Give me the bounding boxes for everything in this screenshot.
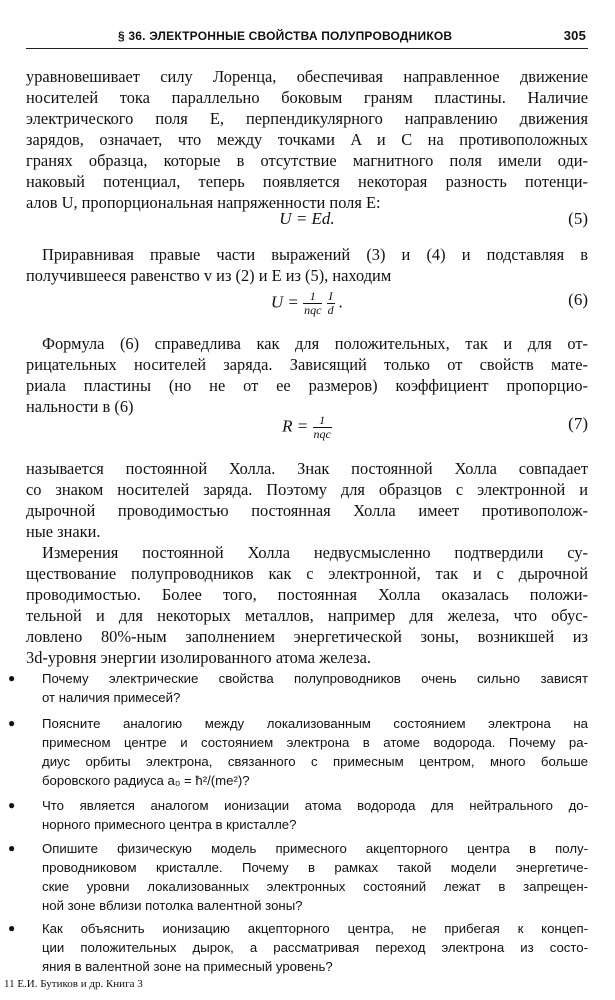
running-header: [26, 26, 588, 49]
fraction: [313, 414, 332, 441]
bullet-icon: ●: [8, 798, 16, 812]
text-line: наковый потенциал, теперь появляется некоторая разность потенци-: [26, 172, 588, 191]
bullet-icon: ●: [8, 841, 16, 855]
text-line: гранях образца, которые в отсутствие магнитного поля имели оди-: [26, 151, 588, 170]
text-line: уравновешивает силу Лоренца, обеспечивая направленное движение: [26, 67, 588, 86]
question-line: ции положительных дырок, а рассматривая переход электрона из состо-: [42, 940, 588, 955]
text-line: алов U, пропорциональная напряженности поля E:: [26, 193, 381, 212]
text-line: проводимостью. Более того, постоянная Холла оказалась положи-: [26, 585, 588, 604]
fraction-numerator: I: [328, 289, 333, 303]
bullet-icon: ●: [8, 671, 16, 685]
equation-expression: U = Ed.: [279, 209, 335, 228]
fraction-denominator: nqc: [313, 427, 331, 441]
text-line: тельной и для некоторых металлов, например для железа, что обус-: [26, 606, 588, 625]
equation-expression: [26, 290, 588, 317]
question-line: норного примесного центра в кристалле?: [42, 817, 297, 832]
fraction: [303, 290, 322, 317]
paragraph-lorentz: [26, 66, 588, 213]
fraction-denominator: nqc: [304, 303, 322, 317]
question-line: Поясните аналогию между локализованным состоянием электрона на: [42, 716, 588, 731]
question-line: проводниковом кристалле. Почему в рамках такой модели энергетиче-: [42, 860, 588, 875]
question-line: примесном центре и состоянием электрона в атоме водорода. Почему ра-: [42, 735, 588, 750]
text-line: электрического поля E, перпендикулярного направлению движения: [26, 109, 588, 128]
text-line: ные знаки.: [26, 522, 101, 541]
text-line: ществование полупроводников как с электронной, так и с дырочной: [26, 564, 588, 583]
section-title: § 36. ЭЛЕКТРОННЫЕ СВОЙСТВА ПОЛУПРОВОДНИКОВ: [118, 29, 453, 43]
question-line: боровского радиуса a₀ = ħ²/(me²)?: [42, 773, 250, 788]
fraction-numerator: 1: [303, 290, 322, 304]
bullet-icon: ●: [8, 716, 16, 730]
page-number: 305: [563, 28, 586, 43]
text-line: нальности в (6): [26, 397, 134, 416]
paragraph-hall-constant: [26, 458, 588, 542]
equation-tail: .: [338, 292, 344, 312]
signature-footer: 11 Е.И. Бутиков и др. Книга 3: [4, 978, 143, 990]
text-line: риала пластины (но не от ее размеров) коэффициент пропорцио-: [26, 376, 588, 395]
question-line: Как объяснить ионизацию акцепторного центра, не прибегая к концеп-: [42, 921, 588, 936]
question-line: ские уровни локализованных электронных состояний лежат в запрещен-: [42, 879, 588, 894]
equation-number: (7): [568, 414, 588, 433]
question-line: Что является аналогом ионизации атома водорода для нейтрального до-: [42, 798, 588, 813]
text-line: дырочной проводимостью постоянная Холла имеет противополож-: [26, 501, 588, 520]
paragraph-formula6: [26, 333, 588, 417]
question-line: Опишите физическую модель примесного акцепторного центра в полу-: [42, 841, 588, 856]
text-line: Приравнивая правые части выражений (3) и (4) и подставляя в: [42, 245, 588, 264]
equation-expression: [26, 414, 588, 441]
question-line: ной зоне вблизи потолка валентной зоны?: [42, 898, 303, 913]
equation-number: (5): [568, 209, 588, 228]
text-line: ловлено 80%-ным заполнением энергетической зоны, возникшей из: [26, 627, 588, 646]
equation-7: [26, 414, 588, 448]
text-line: рицательных носителей заряда. Зависящий только от свойств мате-: [26, 355, 588, 374]
equation-5: [26, 209, 588, 239]
fraction: [327, 290, 335, 317]
question-line: Почему электрические свойства полупроводников очень сильно зависят: [42, 671, 588, 686]
question-line: от наличия примесей?: [42, 690, 181, 705]
question-line: яния в валентной зоне на примесный уровень?: [42, 959, 333, 974]
text-line: Формула (6) справедлива как для положительных, так и для от-: [42, 334, 588, 353]
text-line: 3d-уровня энергии изолированного атома железа.: [26, 648, 372, 667]
text-line: Измерения постоянной Холла недвусмысленно подтвердили су-: [42, 543, 588, 562]
equation-lhs: R =: [282, 416, 309, 436]
question-line: диус орбиты электрона, связанного с примесным центром, много больше: [42, 754, 588, 769]
text-line: со знаком носителей заряда. Поэтому для образцов с электронной и: [26, 480, 588, 499]
equation-6: [26, 290, 588, 324]
fraction-denominator: d: [327, 303, 334, 317]
fraction-numerator: 1: [313, 414, 332, 428]
paragraph-measurements: [26, 542, 588, 668]
paragraph-substitution: [26, 244, 588, 286]
equation-lhs: U =: [270, 292, 299, 312]
equation-number: (6): [568, 290, 588, 309]
text-line: зарядов, означает, что между точками A и C на противоположных: [26, 130, 588, 149]
text-line: называется постоянной Холла. Знак постоянной Холла совпадает: [26, 459, 588, 478]
text-line: носителей тока параллельно боковым граням пластины. Наличие: [26, 88, 588, 107]
bullet-icon: ●: [8, 921, 16, 935]
text-line: получившееся равенство v из (2) и E из (5), находим: [26, 266, 392, 285]
